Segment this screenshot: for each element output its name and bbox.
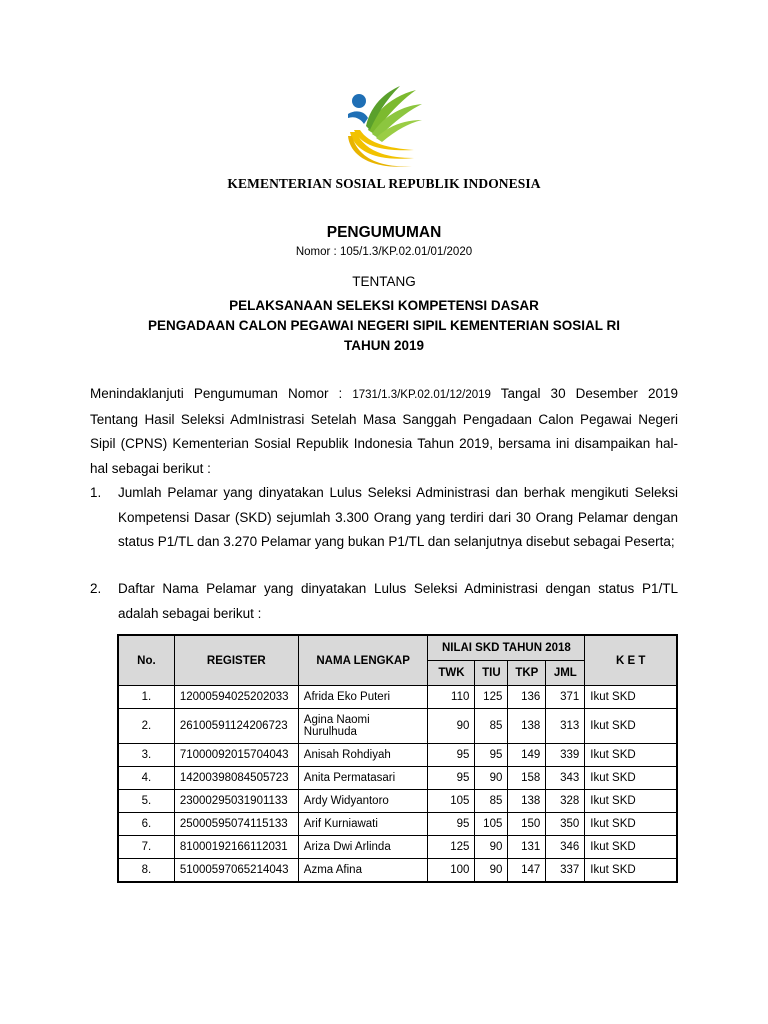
cell-no: 5.	[119, 790, 175, 813]
list-item-text: Jumlah Pelamar yang dinyatakan Lulus Seleksi Administrasi dan berhak mengikuti Seleksi Kompetensi Dasar (SKD) sejumlah 3.300 Orang yang terdiri dari 30 Orang Pelamar dengan status P1/TL dan 3.270 Pelamar yang bukan P1/TL dan selanjutnya disebut sebagai Peserta;	[118, 485, 678, 549]
cell-jml: 343	[546, 767, 585, 790]
ministry-logo-icon	[344, 84, 424, 170]
cell-twk: 105	[428, 790, 475, 813]
header-ket: K E T	[585, 636, 677, 686]
cell-no: 4.	[119, 767, 175, 790]
cell-twk: 95	[428, 744, 475, 767]
cell-ket: Ikut SKD	[585, 767, 677, 790]
cell-nama: Anita Permatasari	[298, 767, 428, 790]
tentang-label: TENTANG	[352, 274, 416, 289]
cell-jml: 350	[546, 813, 585, 836]
cell-ket: Ikut SKD	[585, 709, 677, 744]
subject-line: PELAKSANAAN SELEKSI KOMPETENSI DASAR	[229, 298, 539, 313]
cell-tkp: 147	[508, 859, 546, 882]
list-item	[90, 481, 678, 555]
cell-nama: Agina Naomi Nurulhuda	[298, 709, 428, 744]
cell-jml: 371	[546, 686, 585, 709]
cell-no: 3.	[119, 744, 175, 767]
table-row	[119, 709, 677, 744]
cell-register: 23000295031901133	[174, 790, 298, 813]
cell-nama: Ardy Widyantoro	[298, 790, 428, 813]
cell-tkp: 131	[508, 836, 546, 859]
cell-nama: Anisah Rohdiyah	[298, 744, 428, 767]
cell-tiu: 105	[475, 813, 508, 836]
intro-reference: 1731/1.3/KP.02.01/12/2019	[352, 389, 491, 401]
header-tkp: TKP	[508, 661, 546, 686]
header-nama: NAMA LENGKAP	[298, 636, 428, 686]
cell-tkp: 150	[508, 813, 546, 836]
cell-nama: Afrida Eko Puteri	[298, 686, 428, 709]
cell-register: 25000595074115133	[174, 813, 298, 836]
table-row	[119, 744, 677, 767]
cell-ket: Ikut SKD	[585, 859, 677, 882]
cell-ket: Ikut SKD	[585, 790, 677, 813]
table-row	[119, 859, 677, 882]
intro-text: Menindaklanjuti Pengumuman Nomor :	[90, 386, 353, 401]
ministry-name: KEMENTERIAN SOSIAL REPUBLIK INDONESIA	[227, 176, 541, 191]
intro-paragraph	[90, 382, 678, 481]
page-title: PENGUMUMAN	[326, 224, 442, 241]
cell-ket: Ikut SKD	[585, 813, 677, 836]
table-row	[119, 836, 677, 859]
subject-line: TAHUN 2019	[343, 338, 425, 353]
header-jml: JML	[546, 661, 585, 686]
cell-tkp: 138	[508, 790, 546, 813]
list-item-number: 2.	[90, 581, 102, 596]
cell-twk: 100	[428, 859, 475, 882]
header-register: REGISTER	[174, 636, 298, 686]
cell-nama: Arif Kurniawati	[298, 813, 428, 836]
header-twk: TWK	[428, 661, 475, 686]
intro-text: Tangal 30 Desember 2019 Tentang Hasil Seleksi AdmInistrasi Setelah Masa Sanggah Pengadaan Calon Pegawai Negeri Sipil (CPNS) Kementerian Sosial Republik Indonesia Tahun 2019, bersama ini disampaikan hal-hal sebagai berikut :	[90, 386, 678, 476]
cell-twk: 95	[428, 813, 475, 836]
cell-tkp: 149	[508, 744, 546, 767]
cell-no: 6.	[119, 813, 175, 836]
cell-tkp: 158	[508, 767, 546, 790]
cell-register: 14200398084505723	[174, 767, 298, 790]
cell-no: 8.	[119, 859, 175, 882]
subject-line: PENGADAAN CALON PEGAWAI NEGERI SIPIL KEMENTERIAN SOSIAL RI	[147, 318, 621, 333]
cell-tkp: 136	[508, 686, 546, 709]
subject-heading	[0, 296, 768, 356]
cell-tiu: 90	[475, 836, 508, 859]
cell-jml: 339	[546, 744, 585, 767]
cell-twk: 95	[428, 767, 475, 790]
cell-tiu: 90	[475, 859, 508, 882]
cell-tiu: 95	[475, 744, 508, 767]
cell-register: 12000594025202033	[174, 686, 298, 709]
cell-jml: 337	[546, 859, 585, 882]
cell-jml: 346	[546, 836, 585, 859]
header-tiu: TIU	[475, 661, 508, 686]
cell-tiu: 125	[475, 686, 508, 709]
cell-twk: 110	[428, 686, 475, 709]
cell-no: 2.	[119, 709, 175, 744]
cell-tiu: 90	[475, 767, 508, 790]
cell-nama: Azma Afina	[298, 859, 428, 882]
header-no: No.	[119, 636, 175, 686]
participants-table	[118, 635, 677, 882]
cell-register: 81000192166112031	[174, 836, 298, 859]
cell-ket: Ikut SKD	[585, 836, 677, 859]
list-item	[90, 577, 678, 626]
cell-twk: 90	[428, 709, 475, 744]
table-row	[119, 767, 677, 790]
cell-register: 26100591124206723	[174, 709, 298, 744]
cell-ket: Ikut SKD	[585, 686, 677, 709]
cell-tiu: 85	[475, 709, 508, 744]
cell-register: 51000597065214043	[174, 859, 298, 882]
table-row	[119, 790, 677, 813]
cell-register: 71000092015704043	[174, 744, 298, 767]
document-number: Nomor : 105/1.3/KP.02.01/01/2020	[295, 246, 473, 258]
list-item-text: Daftar Nama Pelamar yang dinyatakan Lulus Seleksi Administrasi dengan status P1/TL adalah sebagai berikut :	[118, 581, 678, 621]
cell-twk: 125	[428, 836, 475, 859]
cell-jml: 328	[546, 790, 585, 813]
table-row	[119, 686, 677, 709]
cell-ket: Ikut SKD	[585, 744, 677, 767]
cell-no: 1.	[119, 686, 175, 709]
cell-tiu: 85	[475, 790, 508, 813]
table-row	[119, 813, 677, 836]
header-nilai: NILAI SKD TAHUN 2018	[428, 636, 585, 661]
list-item-number: 1.	[90, 485, 102, 500]
cell-jml: 313	[546, 709, 585, 744]
cell-no: 7.	[119, 836, 175, 859]
cell-nama: Ariza Dwi Arlinda	[298, 836, 428, 859]
cell-tkp: 138	[508, 709, 546, 744]
